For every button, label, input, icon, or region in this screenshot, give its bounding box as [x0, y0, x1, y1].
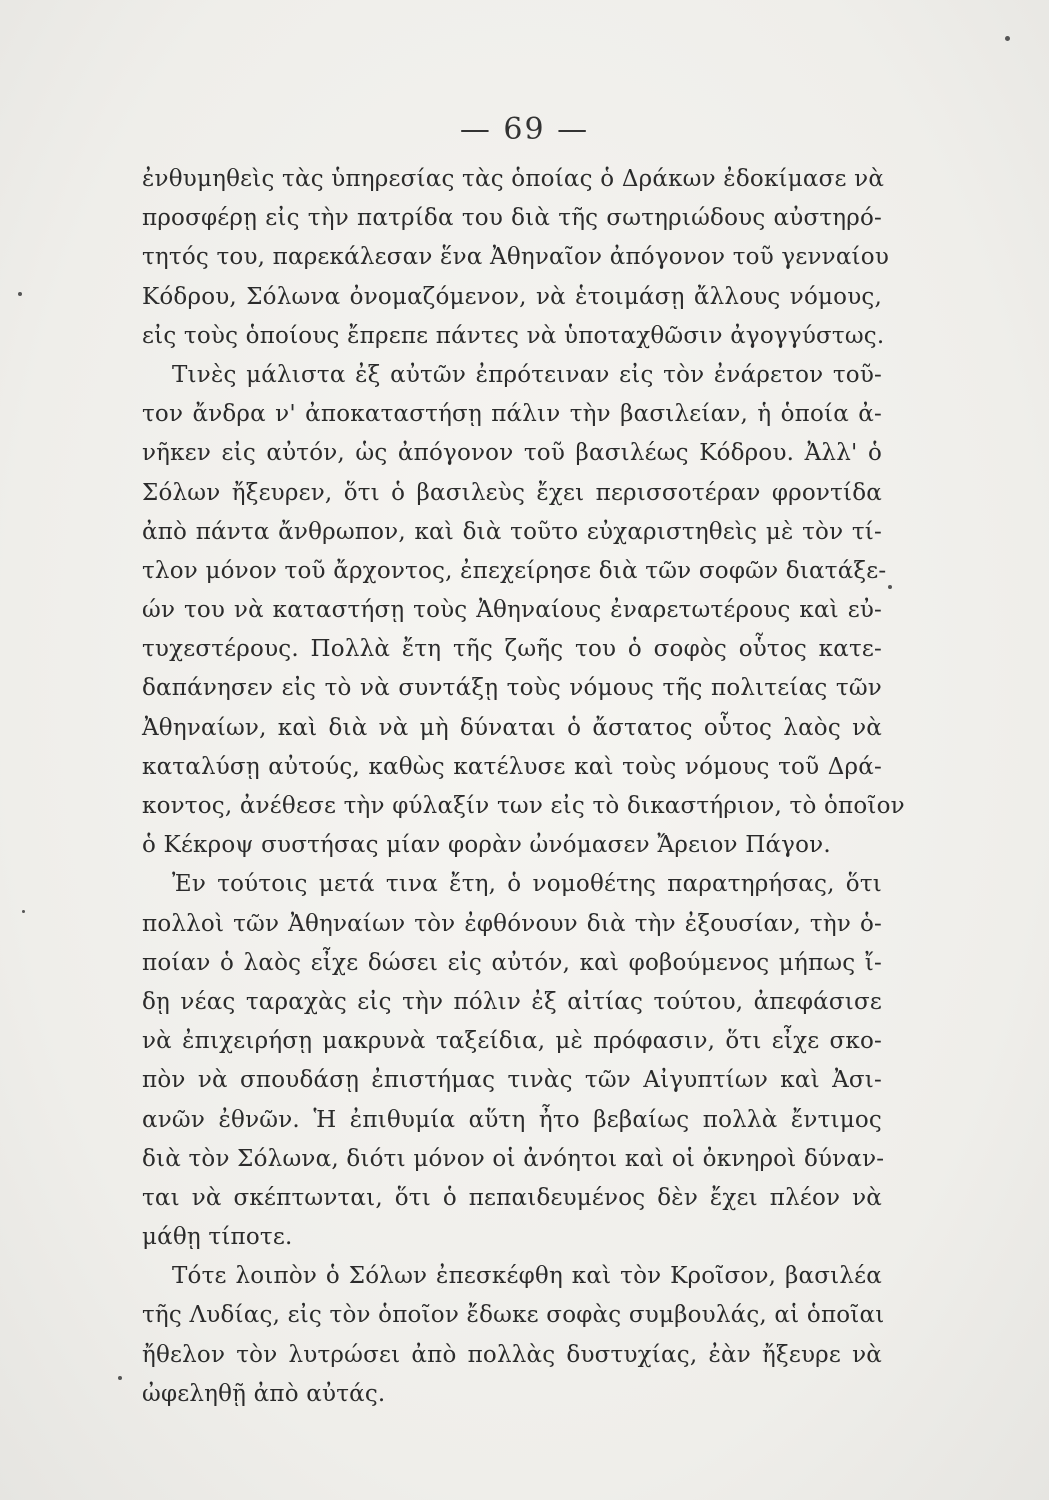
scan-speck [22, 910, 25, 913]
scan-speck [118, 1376, 122, 1380]
scan-speck [18, 292, 22, 296]
text-line: πολλοὶ τῶν Ἀθηναίων τὸν ἐφθόνουν διὰ τὴν ἐξουσίαν, τὴν ὁ- [142, 910, 882, 937]
text-line: καταλύσῃ αὐτούς, καθὼς κατέλυσε καὶ τοὺς νόμους τοῦ Δρά- [142, 753, 882, 780]
text-line: ται νὰ σκέπτωνται, ὅτι ὁ πεπαιδευμένος δὲν ἔχει πλέον νὰ [142, 1184, 882, 1211]
text-line: δῃ νέας ταραχὰς εἰς τὴν πόλιν ἐξ αἰτίας τούτου, ἀπεφάσισε [142, 988, 882, 1015]
scan-speck [888, 585, 892, 589]
text-line: νὰ ἐπιχειρήσῃ μακρυνὰ ταξείδια, μὲ πρόφασιν, ὅτι εἶχε σκο- [142, 1028, 882, 1055]
text-line: τλον μόνον τοῦ ἄρχοντος, ἐπεχείρησε διὰ τῶν σοφῶν διατάξε- [142, 557, 887, 584]
paragraph-first-line: Ἐν τούτοις μετά τινα ἔτη, ὁ νομοθέτης παρατηρήσας, ὅτι [172, 871, 882, 898]
text-line: τον ἄνδρα ν' ἀποκαταστήσῃ πάλιν τὴν βασιλείαν, ἡ ὁποία ἀ- [142, 401, 882, 428]
text-line: εἰς τοὺς ὁποίους ἔπρεπε πάντες νὰ ὑποταχθῶσιν ἀγογγύστως. [142, 322, 885, 349]
text-line: τῆς Λυδίας, εἰς τὸν ὁποῖον ἔδωκε σοφὰς συμβουλάς, αἱ ὁποῖαι [142, 1302, 885, 1329]
page-number: — 69 — [459, 112, 590, 147]
text-line: νῆκεν εἰς αὐτόν, ὡς ἀπόγονον τοῦ βασιλέως Κόδρου. Ἀλλ' ὁ [142, 440, 882, 467]
text-line: μάθῃ τίποτε. [142, 1224, 293, 1251]
text-line: ανῶν ἐθνῶν. Ἡ ἐπιθυμία αὕτη ἦτο βεβαίως πολλὰ ἔντιμος [142, 1106, 882, 1133]
text-line: δαπάνησεν εἰς τὸ νὰ συντάξῃ τοὺς νόμους τῆς πολιτείας τῶν [142, 675, 882, 702]
text-line: ὁ Κέκροψ συστήσας μίαν φορὰν ὠνόμασεν Ἄρειον Πάγον. [142, 832, 831, 859]
text-line: κοντος, ἀνέθεσε τὴν φύλαξίν των εἰς τὸ δικαστήριον, τὸ ὁποῖον [142, 793, 905, 819]
text-line: τητός του, παρεκάλεσαν ἕνα Ἀθηναῖον ἀπόγονον τοῦ γενναίου [142, 244, 890, 271]
paragraph-first-line: Τότε λοιπὸν ὁ Σόλων ἐπεσκέφθη καὶ τὸν Κροῖσον, βασιλέα [172, 1263, 882, 1290]
scan-speck [1005, 36, 1010, 41]
text-line: προσφέρῃ εἰς τὴν πατρίδα του διὰ τῆς σωτηριώδους αὐστηρό- [142, 205, 882, 232]
text-line: διὰ τὸν Σόλωνα, διότι μόνον οἱ ἀνόητοι καὶ οἱ ὀκνηροὶ δύναν- [142, 1145, 885, 1172]
text-line: τυχεστέρους. Πολλὰ ἔτη τῆς ζωῆς του ὁ σοφὸς οὗτος κατε- [142, 636, 882, 663]
text-line: ἀπὸ πάντα ἄνθρωπον, καὶ διὰ τοῦτο εὐχαριστηθεὶς μὲ τὸν τί- [142, 518, 882, 545]
text-line: ἤθελον τὸν λυτρώσει ἀπὸ πολλὰς δυστυχίας, ἐὰν ἤξευρε νὰ [142, 1341, 882, 1368]
text-line: ών του νὰ καταστήσῃ τοὺς Ἀθηναίους ἐναρετωτέρους καὶ εὐ- [142, 597, 882, 624]
text-line: ἐνθυμηθεὶς τὰς ὑπηρεσίας τὰς ὁποίας ὁ Δράκων ἐδοκίμασε νὰ [142, 166, 885, 192]
text-line: πὸν νὰ σπουδάσῃ ἐπιστήμας τινὰς τῶν Αἰγυπτίων καὶ Ἀσι- [142, 1067, 882, 1094]
text-line: ποίαν ὁ λαὸς εἶχε δώσει εἰς αὐτόν, καὶ φοβούμενος μήπως ἴ- [142, 949, 882, 976]
paragraph-first-line: Τινὲς μάλιστα ἐξ αὐτῶν ἐπρότειναν εἰς τὸν ἐνάρετον τοῦ- [172, 361, 882, 388]
text-line: Ἀθηναίων, καὶ διὰ νὰ μὴ δύναται ὁ ἄστατος οὗτος λαὸς νὰ [142, 714, 882, 741]
body-text [142, 160, 905, 1414]
text-line: ὠφεληθῇ ἀπὸ αὐτάς. [142, 1380, 386, 1407]
text-line: Σόλων ἤξευρεν, ὅτι ὁ βασιλεὺς ἔχει περισσοτέραν φροντίδα [142, 479, 882, 506]
text-line: Κόδρου, Σόλωνα ὀνομαζόμενον, νὰ ἑτοιμάσῃ ἄλλους νόμους, [142, 283, 882, 310]
